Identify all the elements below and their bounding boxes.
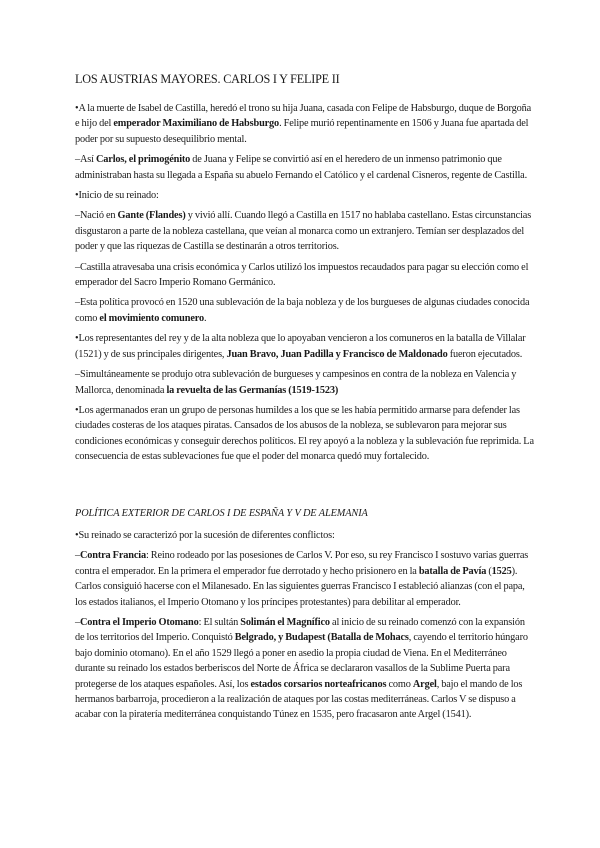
paragraph-nacio-gante	[75, 208, 535, 254]
paragraph-contra-francia	[75, 548, 535, 610]
paragraph-movimiento-comunero	[75, 295, 535, 326]
text-run: •Su reinado se caracterizó por la sucesión de diferentes conflictos:	[75, 530, 335, 541]
emphasis-text: Juan Bravo, Juan Padilla y Francisco de Maldonado	[226, 348, 448, 360]
paragraph-agermanados	[75, 403, 535, 465]
text-run: , cayendo el territorio húngaro bajo dominio otomano). En el año 1529 llegó a poner en asedio la propia ciudad de Viena. En el Mediterráneo durante su reinado los estados berberiscos del Norte de África se declararon vasallos de la Sublime Puerta para protegerse de los ataques españoles. Así, los	[75, 632, 528, 690]
text-run: : El sultán	[198, 617, 241, 629]
emphasis-text: Carlos, el primogénito	[95, 154, 191, 166]
paragraph-carlos-heredero	[75, 152, 535, 183]
text-run: ). Carlos consiguió hacerse con el Milanesado. En las siguientes guerras Francisco I estableció alianzas (con el papa, los estados italianos, el Imperio Otomano y los príncipes protestantes) para debilitar al emperador.	[75, 565, 525, 608]
paragraph-crisis-economica	[75, 260, 535, 291]
text-run: –	[75, 550, 80, 562]
text-run: , bajo el mando de los hermanos barbarroja, procedieron a la realización de ataques por las costas mediterráneas. Carlos V se dispuso a acabar con la piratería mediterránea conquistando Túnez en 1535, pero fracasaron ante Argel (1541).	[75, 678, 523, 721]
emphasis-text: Belgrado, y Budapest (Batalla de Mohacs	[234, 632, 409, 644]
text-run: –Simultáneamente se produjo otra sublevación de burgueses y campesinos en contra de la nobleza en Valencia y Mallorca, denominada	[75, 369, 517, 396]
text-run: •A la muerte de Isabel de Castilla, heredó el trono su hija Juana, casada con Felipe de Habsburgo, duque de Borgoña e hijo del	[75, 103, 532, 130]
text-run: –Esta política provocó en 1520 una sublevación de la baja nobleza y de los burgueses de algunas ciudades conocida como	[75, 297, 530, 324]
paragraph-germanias	[75, 367, 535, 398]
text-run: •Los representantes del rey y de la alta nobleza que lo apoyaban vencieron a los comuneros en la batalla de Villalar (1521) y de sus principales dirigentes,	[75, 333, 526, 360]
text-run: . Felipe murió repentinamente en 1506 y Juana fue apartada del poder por su supuesto desequilibrio mental.	[75, 118, 529, 145]
paragraph-contra-otomano	[75, 615, 535, 723]
emphasis-text: la revuelta de las Germanías (1519-1523)	[166, 384, 339, 396]
text-run: como	[386, 678, 413, 690]
section-subtitle: POLÍTICA EXTERIOR DE CARLOS I DE ESPAÑA Y V DE ALEMANIA	[75, 508, 368, 519]
text-run: –	[75, 617, 80, 629]
emphasis-text: Gante (Flandes)	[117, 210, 186, 222]
section-politica-exterior	[75, 506, 535, 728]
emphasis-text: estados corsarios norteafricanos	[250, 678, 387, 690]
text-run: •Inicio de su reinado:	[75, 190, 159, 202]
emphasis-text: emperador Maximiliano de Habsburgo	[113, 118, 280, 130]
text-run: de Juana y Felipe se convirtió así en el heredero de un inmenso patrimonio que administraban hasta su llegada a España su abuelo Fernando el Católico y el cardenal Cisneros, regente de Castilla.	[75, 154, 528, 181]
text-run: al inicio de su reinado comenzó con la expansión de los territorios del Imperio. Conquistó	[75, 617, 525, 644]
paragraph-conflictos	[75, 528, 535, 543]
paragraph-muerte-isabel	[75, 101, 535, 147]
text-run: –Así	[75, 154, 96, 166]
paragraph-inicio-reinado	[75, 188, 535, 203]
paragraph-batalla-villalar	[75, 331, 535, 362]
text-run: fueron ejecutados.	[447, 348, 523, 360]
text-run: –Castilla atravesaba una crisis económica y Carlos utilizó los impuestos recaudados para pagar su elección como el emperador del Sacro Imperio Romano Germánico.	[75, 261, 529, 289]
emphasis-text: el movimiento comunero	[99, 312, 204, 324]
document-title: LOS AUSTRIAS MAYORES. CARLOS I Y FELIPE II	[75, 72, 340, 86]
emphasis-text: batalla de Pavía	[418, 565, 487, 577]
text-run: y vivió allí. Cuando llegó a Castilla en 1517 no hablaba castellano. Estas circunstancias disgustaron a parte de la nobleza castellana, que veían al monarca como un extranjero. Temían ser desplazados del poder y que las riquezas de Castilla se destinarán a otros territorios.	[75, 210, 532, 253]
text-run: –Nació en	[75, 210, 118, 222]
text-run: .	[204, 312, 207, 324]
emphasis-text: Contra Francia	[80, 550, 146, 562]
text-run: (	[486, 565, 492, 577]
emphasis-text: Contra el Imperio Otomano	[80, 617, 199, 629]
text-run: : Reino rodeado por las posesiones de Carlos V. Por eso, su rey Francisco I sostuvo varias guerras contra el emperador. En la primera el emperador fue derrotado y hecho prisionero en la	[75, 550, 529, 577]
section-castilla	[75, 101, 535, 470]
emphasis-text: Argel	[412, 678, 437, 690]
emphasis-text: Solimán el Magnífico	[240, 617, 330, 629]
emphasis-text: 1525	[491, 565, 512, 577]
text-run: •Los agermanados eran un grupo de personas humildes a los que se les había permitido armarse para defender las ciudades costeras de los ataques piratas. Cansados de los abusos de la nobleza, se sublevaron para mejorar sus condiciones económicas y conseguir derechos políticos. El rey apoyó a la nobleza y la sublevación fue reprimida. La consecuencia de estas sublevaciones fue que el poder del monarca quedó muy fortalecido.	[75, 404, 534, 463]
